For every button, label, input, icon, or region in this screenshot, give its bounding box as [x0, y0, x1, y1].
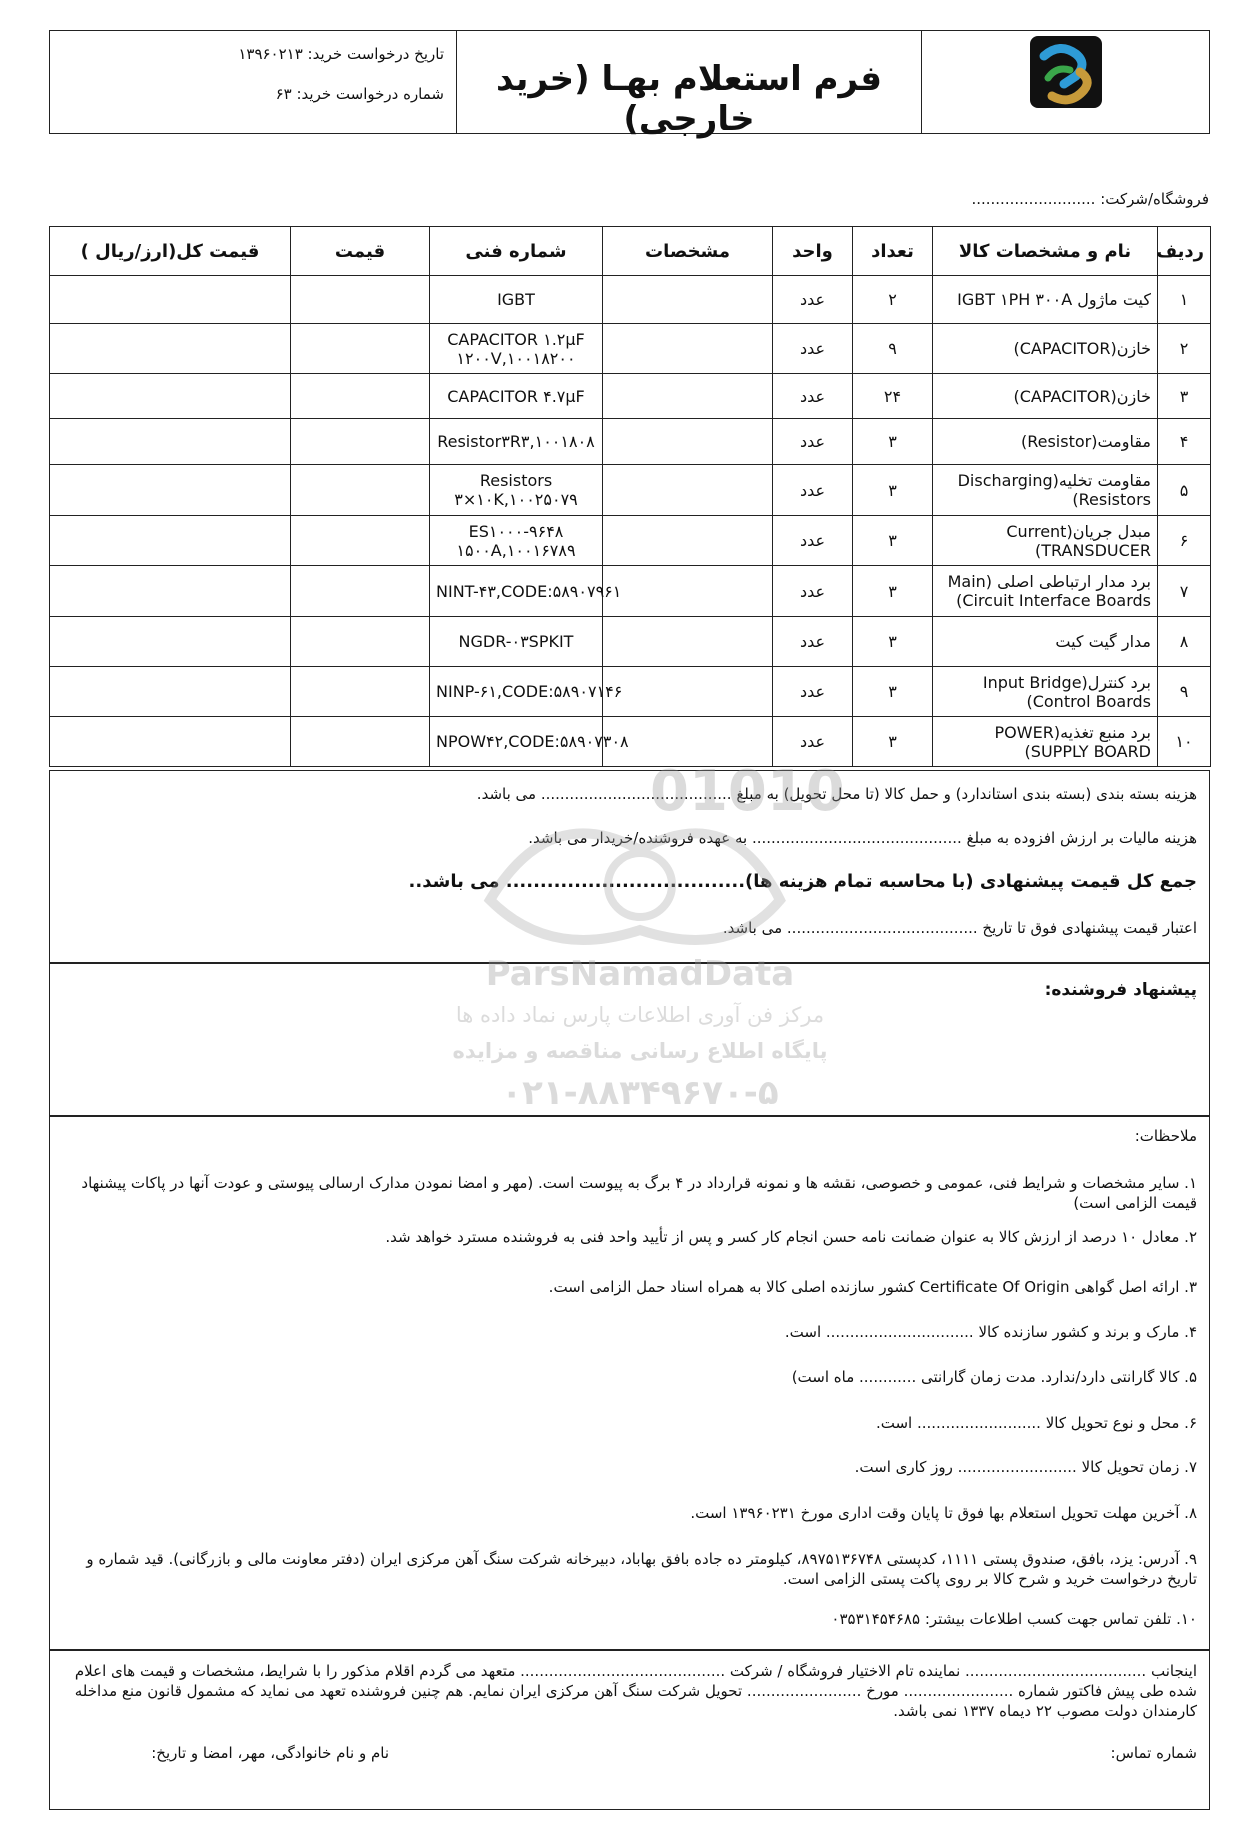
row-number: ۶	[1158, 516, 1211, 566]
item-price-cell[interactable]	[291, 717, 430, 767]
note-item: ۳. ارائه اصل گواهی Certificate Of Origin کشور سازنده اصلی کالا به همراه اسناد حمل الزامی است.	[548, 1278, 1197, 1296]
table-header-row	[50, 227, 1211, 276]
item-tech-number: Resistor۳R۳,۱۰۰۱۸۰۸	[430, 419, 603, 465]
packing-cost-line: هزینه بسته بندی (بسته بندی استاندارد) و حمل کالا (تا محل تحویل) به مبلغ ........................................ می باشد.	[476, 785, 1197, 803]
item-total-cell[interactable]	[50, 516, 291, 566]
item-unit: عدد	[773, 465, 853, 516]
item-price-cell[interactable]	[291, 374, 430, 419]
note-item: ۷. زمان تحویل کالا ......................... روز کاری است.	[854, 1458, 1197, 1476]
item-qty: ۳	[853, 419, 933, 465]
item-tech-number: NINP-۶۱,CODE:۵۸۹۰۷۱۴۶	[430, 667, 603, 717]
commitment-text: اینجانب ...................................... نماینده تام الاختیار فروشگاه / شرکت ........................................... متعهد می گردم اقلام مذکور را با شرایط، مشخصات و قیمت های اعلام شده طی پیش فاکتور شماره ....................... مورخ ........................ تحویل شرکت سنگ آهن مرکزی ایران نمایم. هم چنین فروشنده تعهد می نماید که مشمول قانون منع مداخله کارمندان دولت مصوب ۲۲ دیماه ۱۳۳۷ نمی باشد.	[74, 1662, 1197, 1720]
item-tech-number: IGBT	[430, 276, 603, 324]
item-unit: عدد	[773, 617, 853, 667]
col-quantity: تعداد	[853, 227, 933, 276]
item-name: مقاومت تخلیه(Discharging Resistors)	[933, 465, 1158, 516]
table-row	[50, 617, 1211, 667]
item-unit: عدد	[773, 276, 853, 324]
request-info	[50, 31, 456, 133]
validity-line: اعتبار قیمت پیشنهادی فوق تا تاریخ ........................................ می باشد.	[722, 919, 1197, 937]
note-item: ۲. معادل ۱۰ درصد از ارزش کالا به عنوان ضمانت نامه حسن انجام کار کسر و پس از تأیید واحد فنی به فروشنده مسترد خواهد شد.	[385, 1228, 1197, 1246]
item-price-cell[interactable]	[291, 324, 430, 374]
table-row	[50, 465, 1211, 516]
row-number: ۱	[1158, 276, 1211, 324]
col-total-price: قیمت کل(ارز/ریال )	[50, 227, 291, 276]
item-unit: عدد	[773, 324, 853, 374]
item-unit: عدد	[773, 374, 853, 419]
item-specs-cell[interactable]	[603, 667, 773, 717]
company-logo	[1030, 36, 1102, 108]
item-tech-number: Resistors ۳×۱۰K,۱۰۰۲۵۰۷۹	[430, 465, 603, 516]
request-date: تاریخ درخواست خرید: ۱۳۹۶۰۲۱۳	[238, 45, 444, 63]
watermark-phone: ۰۲۱-۸۸۳۴۹۶۷۰-۵	[501, 1073, 779, 1113]
logo-cell	[921, 31, 1209, 133]
item-specs-cell[interactable]	[603, 276, 773, 324]
row-number: ۵	[1158, 465, 1211, 516]
title-cell	[456, 31, 921, 139]
row-number: ۹	[1158, 667, 1211, 717]
item-name: کیت ماژول IGBT ۱PH ۳۰۰A	[933, 276, 1158, 324]
item-tech-number: NGDR-۰۳SPKIT	[430, 617, 603, 667]
watermark-digits: 01010	[650, 760, 845, 824]
item-qty: ۹	[853, 324, 933, 374]
vat-cost-line: هزینه مالیات بر ارزش افزوده به مبلغ ............................................ به عهده فروشنده/خریدار می باشد.	[528, 829, 1197, 847]
item-qty: ۳	[853, 667, 933, 717]
item-name: مبدل جریان(Current TRANSDUCER)	[933, 516, 1158, 566]
notes-section	[49, 1116, 1210, 1650]
item-total-cell[interactable]	[50, 324, 291, 374]
request-number: شماره درخواست خرید: ۶۳	[275, 85, 444, 103]
item-tech-number: NPOW۴۲,CODE:۵۸۹۰۷۳۰۸	[430, 717, 603, 767]
item-name: مقاومت(Resistor)	[933, 419, 1158, 465]
notes-title: ملاحظات:	[1134, 1127, 1197, 1145]
item-unit: عدد	[773, 566, 853, 617]
items-table	[49, 226, 1211, 767]
item-specs-cell[interactable]	[603, 566, 773, 617]
note-item: ۹. آدرس: یزد، بافق، صندوق پستی ۱۱۱۱، کدپستی ۸۹۷۵۱۳۶۷۴۸، کیلومتر ده جاده بافق بهاباد، دبیرخانه شرکت سنگ آهن مرکزی ایران (دفتر معاونت مالی و بازرگانی). قید شماره و تاریخ درخواست خرید و شرح کالا بر روی پاکت پستی الزامی است.	[86, 1550, 1197, 1588]
note-item: ۱۰. تلفن تماس جهت کسب اطلاعات بیشتر: ۰۳۵۳۱۴۵۴۶۸۵	[831, 1610, 1197, 1628]
item-total-cell[interactable]	[50, 717, 291, 767]
form-header	[49, 30, 1210, 139]
table-row	[50, 276, 1211, 324]
costs-section	[49, 770, 1210, 963]
item-total-cell[interactable]	[50, 667, 291, 717]
item-total-cell[interactable]	[50, 465, 291, 516]
row-number: ۸	[1158, 617, 1211, 667]
col-row-number: ردیف	[1158, 227, 1211, 276]
item-total-cell[interactable]	[50, 419, 291, 465]
item-name: خازن(CAPACITOR)	[933, 374, 1158, 419]
item-name: برد مدار ارتباطی اصلی (Main Circuit Interface Boards)	[933, 566, 1158, 617]
watermark-line2: پایگاه اطلاع رسانی مناقصه و مزایده	[452, 1039, 828, 1063]
item-total-cell[interactable]	[50, 617, 291, 667]
item-name: خازن(CAPACITOR)	[933, 324, 1158, 374]
item-tech-number: CAPACITOR ۱.۲µF ۱۲۰۰V,۱۰۰۱۸۲۰۰	[430, 324, 603, 374]
watermark-line1: مرکز فن آوری اطلاعات پارس نماد داده ها	[455, 1003, 825, 1027]
note-item: ۴. مارک و برند و کشور سازنده کالا ............................... است.	[784, 1323, 1197, 1341]
note-item: ۶. محل و نوع تحویل کالا .......................... است.	[875, 1414, 1197, 1432]
note-item: ۸. آخرین مهلت تحویل استعلام بها فوق تا پایان وقت اداری مورخ ۱۳۹۶۰۲۳۱ است.	[690, 1504, 1197, 1522]
col-price: قیمت	[291, 227, 430, 276]
item-name: برد منبع تغذیه(POWER SUPPLY BOARD)	[933, 717, 1158, 767]
item-qty: ۲	[853, 276, 933, 324]
item-qty: ۳	[853, 465, 933, 516]
row-number: ۴	[1158, 419, 1211, 465]
col-item-name: نام و مشخصات کالا	[933, 227, 1158, 276]
item-unit: عدد	[773, 717, 853, 767]
item-specs-cell[interactable]	[603, 516, 773, 566]
seller-offer-label: پیشنهاد فروشنده:	[1044, 980, 1197, 1000]
item-qty: ۳	[853, 516, 933, 566]
watermark-brand: ParsNamadData	[485, 954, 795, 994]
table-row	[50, 419, 1211, 465]
table-row	[50, 717, 1211, 767]
item-total-cell[interactable]	[50, 374, 291, 419]
signature-label: نام و نام خانوادگی، مهر، امضا و تاریخ:	[151, 1744, 389, 1762]
item-qty: ۲۴	[853, 374, 933, 419]
item-qty: ۳	[853, 717, 933, 767]
row-number: ۲	[1158, 324, 1211, 374]
item-specs-cell[interactable]	[603, 419, 773, 465]
shop-field: فروشگاه/شرکت: ..........................	[971, 190, 1209, 208]
total-price-line: جمع کل قیمت پیشنهادی (با محاسبه تمام هزینه ها)................................... می باشد..	[408, 871, 1197, 892]
item-unit: عدد	[773, 667, 853, 717]
item-price-cell[interactable]	[291, 617, 430, 667]
col-tech-number: شماره فنی	[430, 227, 603, 276]
item-specs-cell[interactable]	[603, 324, 773, 374]
item-unit: عدد	[773, 419, 853, 465]
row-number: ۳	[1158, 374, 1211, 419]
item-qty: ۳	[853, 566, 933, 617]
item-tech-number: ES۱۰۰۰-۹۶۴۸ ۱۵۰۰A,۱۰۰۱۶۷۸۹	[430, 516, 603, 566]
item-price-cell[interactable]	[291, 667, 430, 717]
row-number: ۷	[1158, 566, 1211, 617]
commitment-section	[49, 1650, 1210, 1810]
item-tech-number: CAPACITOR ۴.۷µF	[430, 374, 603, 419]
contact-label: شماره تماس:	[1110, 1744, 1197, 1762]
table-row	[50, 566, 1211, 617]
item-specs-cell[interactable]	[603, 465, 773, 516]
item-name: مدار گیت کیت	[933, 617, 1158, 667]
item-price-cell[interactable]	[291, 465, 430, 516]
col-specs: مشخصات	[603, 227, 773, 276]
item-qty: ۳	[853, 617, 933, 667]
item-name: برد کنترل(Input Bridge Control Boards)	[933, 667, 1158, 717]
item-price-cell[interactable]	[291, 566, 430, 617]
table-row	[50, 374, 1211, 419]
table-row	[50, 667, 1211, 717]
table-row	[50, 324, 1211, 374]
item-specs-cell[interactable]	[603, 374, 773, 419]
seller-offer-section[interactable]	[49, 963, 1210, 1116]
note-item: ۱. سایر مشخصات و شرایط فنی، عمومی و خصوصی، نقشه ها و نمونه قرارداد در ۴ برگ به پیوست است. (مهر و امضا نمودن مدارک ارسالی پیوستی و عودت آنها در پاکات پیشنهاد قیمت الزامی است)	[81, 1174, 1197, 1212]
table-row	[50, 516, 1211, 566]
item-price-cell[interactable]	[291, 516, 430, 566]
item-price-cell[interactable]	[291, 419, 430, 465]
item-tech-number: NINT-۴۳,CODE:۵۸۹۰۷۹۶۱	[430, 566, 603, 617]
form-title: فرم استعلام بهـا (خرید خارجی)	[496, 59, 882, 139]
item-price-cell[interactable]	[291, 276, 430, 324]
col-unit: واحد	[773, 227, 853, 276]
item-specs-cell[interactable]	[603, 617, 773, 667]
item-total-cell[interactable]	[50, 276, 291, 324]
item-total-cell[interactable]	[50, 566, 291, 617]
row-number: ۱۰	[1158, 717, 1211, 767]
item-unit: عدد	[773, 516, 853, 566]
note-item: ۵. کالا گارانتی دارد/ندارد. مدت زمان گارانتی ............ ماه است)	[791, 1368, 1197, 1386]
